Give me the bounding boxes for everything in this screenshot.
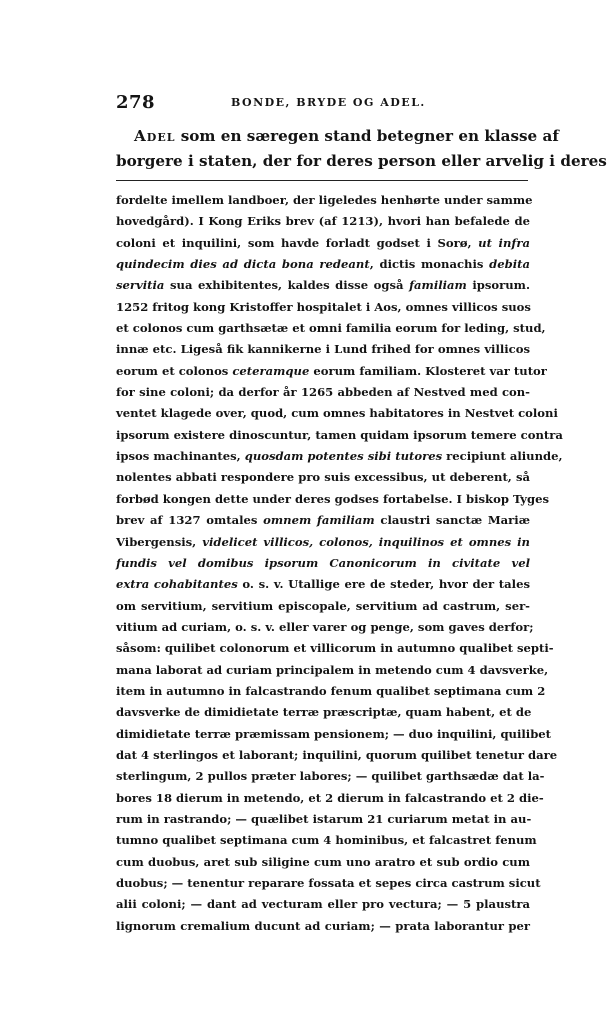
footnote-text: ipsos machinantes, <box>116 449 245 464</box>
page-header <box>116 92 526 116</box>
footnote-line <box>116 233 530 254</box>
footnote-text: dat 4 sterlingos et laborant; inquilini, quorum quilibet tenetur dare <box>116 747 558 762</box>
footnote-italic-text: videlicet villicos, colonos, inquilinos et omnes in <box>202 534 530 549</box>
footnote-line <box>116 553 530 574</box>
footnote-italic-text: quosdam potentes sibi tutores <box>244 449 443 464</box>
footnote-line <box>116 916 530 937</box>
footnote-text: dimidietate terræ præmissam pensionem; — duo inquilini, quilibet <box>116 726 552 741</box>
footnote-italic-text: ut infra <box>478 235 530 250</box>
footnote-line <box>116 830 537 851</box>
footnote-line <box>116 596 530 617</box>
footnote-divider <box>116 180 528 181</box>
footnote-line <box>116 254 530 275</box>
main-line-1-text: som en særegen stand betegner en klasse af <box>175 127 559 145</box>
footnote-text: nolentes abbati respondere pro suis excessibus, ut deberent, så <box>116 470 530 485</box>
footnote-text: 1252 fritog kong Kristoffer hospitalet i Aos, omnes villicos suos <box>116 299 531 314</box>
footnote-text: mana laborat ad curiam principalem in metendo cum 4 davsverke, <box>116 662 549 677</box>
footnote-text: tumno qualibet septimana cum 4 hominibus, et falcastret fenum <box>116 833 537 848</box>
footnote-italic-text: familiam <box>409 278 467 293</box>
lead-word: Adel <box>134 127 176 145</box>
footnote-line <box>116 660 549 681</box>
footnote-text: claustri sanctæ Mariæ <box>374 513 531 528</box>
page-number: 278 <box>116 92 156 113</box>
footnote-text: forbød kongen dette under deres godses fortabelse. I biskop Tyges <box>116 491 550 506</box>
footnote-line <box>116 425 563 446</box>
footnote-line <box>116 489 550 510</box>
footnote-italic-text: extra cohabitantes <box>116 577 238 592</box>
footnote-text: , dictis monachis <box>369 257 490 272</box>
footnote-text: cum duobus, aret sub siligine cum uno aratro et sub ordio cum <box>116 854 530 869</box>
footnote-line <box>116 766 545 787</box>
footnote-line <box>116 681 546 702</box>
footnote-line <box>116 638 554 659</box>
footnote-text: et colonos cum garthsætæ et omni familia eorum for leding, stud, <box>116 321 546 336</box>
footnote-line <box>116 318 546 339</box>
footnote-text: bores 18 dierum in metendo, et 2 dierum in falcastrando et 2 die- <box>116 790 544 805</box>
footnote-line <box>116 275 530 296</box>
main-line-1 <box>116 124 559 149</box>
footnote-text: coloni et inquilini, som havde forladt godset i Sorø, <box>116 235 479 250</box>
footnote-line <box>116 403 558 424</box>
footnote-line <box>116 211 530 232</box>
footnote-italic-text: fundis vel domibus ipsorum Canonicorum in civitate vel <box>116 555 530 570</box>
footnote-text: om servitium, servitium episcopale, servitium ad castrum, ser- <box>116 598 530 613</box>
footnote-text: alii coloni; — dant ad vecturam eller pro vectura; — 5 plaustra <box>116 897 530 912</box>
footnote-line <box>116 852 530 873</box>
footnote-text: Vibergensis, <box>116 534 203 549</box>
footnote-line <box>116 574 530 595</box>
footnote-italic-text: quindecim dies ad dicta bona redeant <box>116 257 370 272</box>
footnote-text: vitium ad curiam, o. s. v. eller varer og penge, som gaves derfor; <box>116 619 534 634</box>
footnote-text: davsverke de dimidietate terræ præscriptæ, quam habent, et de <box>116 705 532 720</box>
footnote-line <box>116 339 530 360</box>
footnote-line <box>116 510 530 531</box>
footnote-line <box>116 382 530 403</box>
footnote-text: rum in rastrando; — quælibet istarum 21 curiarum metat in au- <box>116 811 532 826</box>
footnote-line <box>116 190 533 211</box>
footnote-line <box>116 297 530 318</box>
footnote-italic-text: omnem familiam <box>263 513 375 528</box>
footnote-line <box>116 532 530 553</box>
footnote-italic-text: servitia <box>116 278 165 293</box>
footnote-text: for sine coloni; da derfor år 1265 abbeden af Nestved med con- <box>116 385 530 400</box>
main-paragraph <box>116 124 607 173</box>
main-line-2: borgere i staten, der for deres person eller arvelig i deres <box>116 151 607 170</box>
footnote-text: hovedgård). I Kong Eriks brev (af 1213), hvori han befalede de <box>116 214 530 229</box>
footnote-line <box>116 702 530 723</box>
footnote-line <box>116 617 534 638</box>
footnote-line <box>116 809 530 830</box>
footnote-text: sua exhibitentes, kaldes disse også <box>164 278 410 293</box>
footnote-line <box>116 745 558 766</box>
footnote-line <box>116 446 563 467</box>
footnote-line <box>116 894 530 915</box>
footnote-text: ipsorum. <box>466 278 530 293</box>
footnote-text: eorum et colonos <box>116 363 233 378</box>
footnote-text: eorum familiam. Klosteret var tutor <box>309 363 547 378</box>
footnote-line <box>116 788 544 809</box>
footnote-line <box>116 873 541 894</box>
footnote-text: o. s. v. Utallige ere de steder, hvor der tales <box>237 577 530 592</box>
footnote-text: recipiunt aliunde, <box>442 449 563 464</box>
footnote-line <box>116 361 547 382</box>
footnote-text: lignorum cremalium ducunt ad curiam; — prata laborantur per <box>116 918 530 933</box>
footnote-text: ventet klagede over, quod, cum omnes habitatores in Nestvet coloni <box>116 406 558 421</box>
footnote-text: sterlingum, 2 pullos præter labores; — quilibet garthsædæ dat la- <box>116 769 545 784</box>
footnote-text: innæ etc. Ligeså fik kannikerne i Lund frihed for omnes villicos <box>116 342 530 357</box>
footnote-italic-text: ceteramque <box>232 363 310 378</box>
footnote-text: duobus; — tenentur reparare fossata et sepes circa castrum sicut <box>116 876 541 890</box>
running-head: BONDE, BRYDE OG ADEL. <box>231 96 426 109</box>
footnote-line <box>116 467 530 488</box>
footnote-line <box>116 724 552 745</box>
footnote-text: såsom: quilibet colonorum et villicorum in autumno qualibet septi- <box>116 641 554 656</box>
footnote-italic-text: debita <box>489 257 530 272</box>
footnote-text: item in autumno in falcastrando fenum qualibet septimana cum 2 <box>116 683 546 698</box>
footnote-block <box>116 190 563 937</box>
footnote-text: brev af 1327 omtales <box>116 513 264 528</box>
footnote-text: ipsorum existere dinoscuntur, tamen quidam ipsorum temere contra <box>116 427 563 442</box>
footnote-text: fordelte imellem landboer, der ligeledes henhørte under samme <box>116 193 533 207</box>
